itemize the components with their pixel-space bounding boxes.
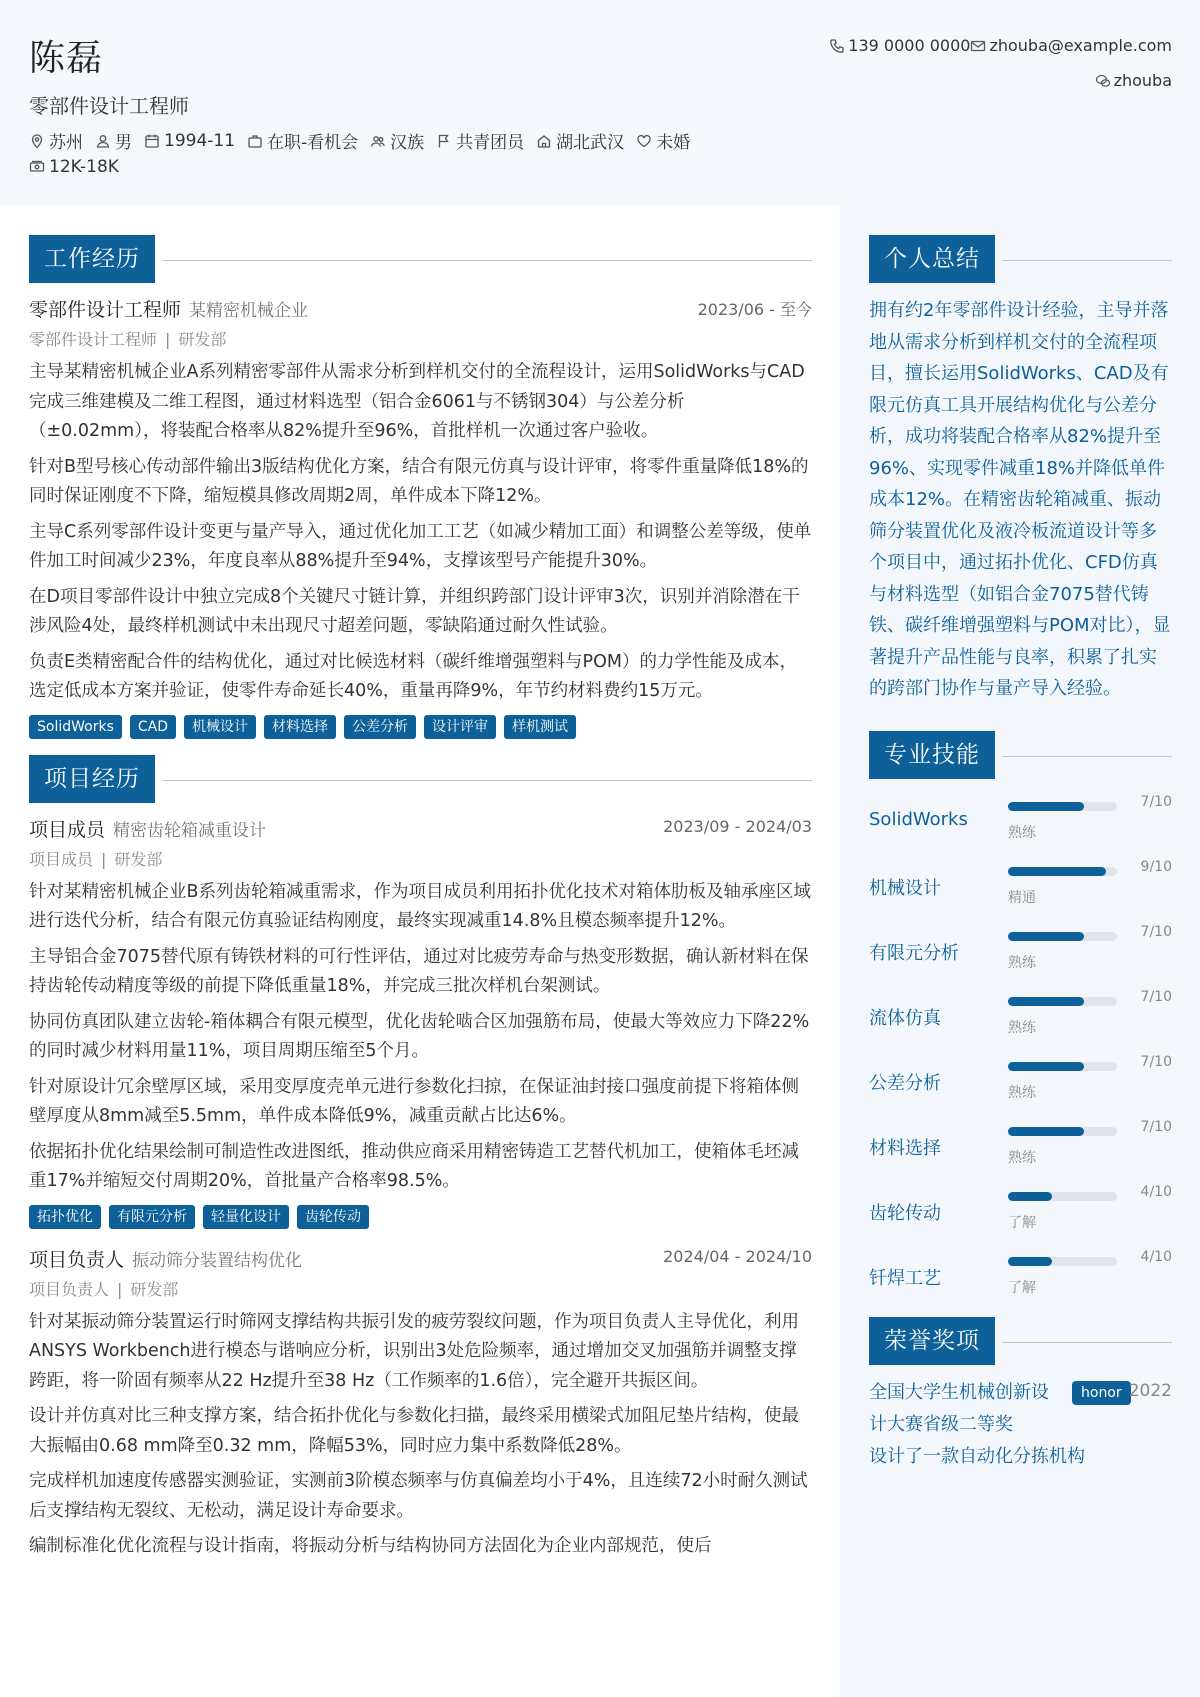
- money-icon: [29, 159, 45, 175]
- skill-level: 熟练: [1008, 1019, 1036, 1036]
- entry-paragraph: 协同仿真团队建立齿轮-箱体耦合有限元模型，优化齿轮啮合区加强筋布局，使最大等效应力下降22%的同时减少材料用量11%，项目周期压缩至5个月。: [29, 1011, 810, 1061]
- skill-score: 7/10: [1140, 793, 1172, 810]
- skill-bar: [1008, 1192, 1117, 1201]
- home-icon: [536, 133, 552, 149]
- info-salary: 12K-18K: [29, 157, 119, 177]
- skill-bar-fill: [1008, 1257, 1052, 1266]
- entry-org: 精密齿轮箱减重设计: [113, 820, 267, 841]
- resume-header: [0, 0, 1200, 205]
- skill-bar: [1008, 867, 1117, 876]
- sidebar-column: [869, 235, 1172, 1473]
- contact-wechat-row: [1095, 71, 1172, 90]
- skill-level: 熟练: [1008, 954, 1036, 971]
- skill-score: 9/10: [1140, 858, 1172, 875]
- wechat-icon: [1095, 73, 1110, 88]
- entry-paragraph: 完成样机加速度传感器实测验证，实测前3阶模态频率与仿真偏差均小于4%，且连续72小时耐久测试后支撑结构无裂纹、无松动，满足设计寿命要求。: [29, 1471, 808, 1521]
- personal-info-row: [29, 128, 702, 153]
- salary-row: [29, 157, 131, 177]
- entry-paragraph: 针对原设计冗余壁厚区域，采用变厚度壳单元进行参数化扫掠，在保证油封接口强度前提下将箱体侧壁厚度从8mm减至5.5mm，单件成本降低9%，减重贡献占比达6%。: [29, 1076, 799, 1126]
- award-tag: honor: [1072, 1381, 1131, 1405]
- section-divider: [162, 780, 812, 781]
- skill-name: 材料选择: [869, 1137, 941, 1159]
- skill-bar-fill: [1008, 932, 1084, 941]
- entry-paragraph: 编制标准化优化流程与设计指南，将振动分析与结构协同方法固化为企业内部规范，使后: [29, 1536, 712, 1556]
- entry-sub: 项目负责人 | 研发部: [29, 1279, 179, 1299]
- awards-section-header: [869, 1317, 1172, 1365]
- work-entry: [29, 295, 812, 739]
- skill-item: [869, 1116, 1172, 1181]
- entry-role: 零部件设计工程师: [29, 299, 182, 321]
- skill-name: 流体仿真: [869, 1007, 941, 1029]
- summary-section-title: 个人总结: [869, 235, 995, 283]
- contact-wechat[interactable]: zhouba: [1095, 71, 1172, 90]
- projects-section-header: [29, 755, 812, 803]
- skill-tag: 拓扑优化: [29, 1205, 101, 1229]
- skill-bar-fill: [1008, 867, 1106, 876]
- skill-bar: [1008, 997, 1117, 1006]
- entry-header: [29, 1245, 812, 1273]
- skill-bar: [1008, 1257, 1117, 1266]
- skill-item: [869, 1246, 1172, 1311]
- skill-bar-fill: [1008, 1192, 1052, 1201]
- skill-score: 7/10: [1140, 923, 1172, 940]
- skill-item: [869, 986, 1172, 1051]
- skills-list: [869, 791, 1172, 1311]
- skill-bar: [1008, 1062, 1117, 1071]
- main-column: [29, 235, 812, 1568]
- info-birth: 1994-11: [144, 131, 235, 151]
- location-icon: [29, 133, 45, 149]
- skill-level: 了解: [1008, 1279, 1036, 1296]
- skill-item: [869, 856, 1172, 921]
- info-political: 共青团员: [436, 128, 524, 153]
- skill-level: 熟练: [1008, 1084, 1036, 1101]
- skill-score: 7/10: [1140, 1053, 1172, 1070]
- skill-tag: 设计评审: [424, 715, 496, 739]
- project-entry: [29, 815, 812, 1229]
- entry-sub: 零部件设计工程师 | 研发部: [29, 330, 227, 349]
- entry-paragraph: 在D项目零部件设计中独立完成8个关键尺寸链计算，并组织跨部门设计评审3次，识别并消除潜在干涉风险4处，最终样机测试中未出现尺寸超差问题，零缺陷通过耐久性试验。: [29, 586, 800, 636]
- section-divider: [1002, 260, 1172, 261]
- skill-item: [869, 1181, 1172, 1246]
- flag-icon: [436, 133, 452, 149]
- entry-date: 2023/06 - 至今: [697, 300, 812, 319]
- ethnicity-icon: [370, 133, 386, 149]
- skill-bar-fill: [1008, 997, 1084, 1006]
- skills-section-title: 专业技能: [869, 731, 995, 779]
- entry-tags: [29, 1205, 812, 1229]
- skill-tag: 材料选择: [264, 715, 336, 739]
- skill-score: 7/10: [1140, 1118, 1172, 1135]
- info-location: 苏州: [29, 128, 83, 153]
- skill-level: 精通: [1008, 889, 1036, 906]
- award-name: 全国大学生机械创新设计大赛省级二等奖: [869, 1381, 1049, 1435]
- contact-phone[interactable]: 139 0000 0000: [829, 36, 970, 55]
- entry-paragraph: 主导C系列零部件设计变更与量产导入，通过优化加工工艺（如减少精加工面）和调整公差等级，使单件加工时间减少23%，年度良率从88%提升至94%，支撑该型号产能提升30%。: [29, 521, 812, 571]
- summary-text: 拥有约2年零部件设计经验，主导并落地从需求分析到样机交付的全流程项目，擅长运用SolidWorks、CAD及有限元仿真工具开展结构优化与公差分析，成功将装配合格率从82%提升至96%、实现零件减重18%并降低单件成本12%。在精密齿轮箱减重、振动筛分装置优化及液冷板流道设计等多个项目中，通过拓扑优化、CFD仿真与材料选型（如铝合金7075替代铸铁、碳纤维增强塑料与POM对比），显著提升产品性能与良率，积累了扎实的跨部门协作与量产导入经验。: [869, 300, 1171, 699]
- skill-tag: 公差分析: [344, 715, 416, 739]
- awards-section-title: 荣誉奖项: [869, 1317, 995, 1365]
- award-description: 设计了一款自动化分拣机构: [869, 1445, 1085, 1467]
- skill-bar: [1008, 802, 1117, 811]
- info-ethnicity: 汉族: [370, 128, 424, 153]
- entry-paragraph: 负责E类精密配合件的结构优化，通过对比候选材料（碳纤维增强塑料与POM）的力学性能及成本，选定低成本方案并验证，使零件寿命延长40%，重量再降9%，年节约材料费约15万元。: [29, 651, 797, 701]
- project-entry: [29, 1245, 812, 1562]
- candidate-name: 陈磊: [29, 38, 104, 79]
- skill-item: [869, 921, 1172, 986]
- skill-name: 有限元分析: [869, 942, 959, 964]
- section-divider: [1002, 1342, 1172, 1343]
- skill-score: 7/10: [1140, 988, 1172, 1005]
- mail-icon: [970, 38, 985, 53]
- skill-level: 了解: [1008, 1214, 1036, 1231]
- entry-header: [29, 295, 812, 323]
- section-divider: [162, 260, 812, 261]
- skill-bar-fill: [1008, 802, 1084, 811]
- skill-level: 熟练: [1008, 1149, 1036, 1166]
- entry-header: [29, 815, 812, 843]
- entry-paragraph: 设计并仿真对比三种支撑方案，结合拓扑优化与参数化扫描，最终采用横梁式加阻尼垫片结构，使最大振幅由0.68 mm降至0.32 mm，降幅53%，同时应力集中系数降低28%。: [29, 1406, 799, 1456]
- gender-icon: [95, 133, 111, 149]
- info-status: 在职-看机会: [247, 128, 358, 153]
- phone-icon: [829, 38, 844, 53]
- summary-section-header: [869, 235, 1172, 283]
- entry-paragraph: 主导铝合金7075替代原有铸铁材料的可行性评估，通过对比疲劳寿命与热变形数据，确认新材料在保持齿轮传动精度等级的前提下降低重量18%，并完成三批次样机台架测试。: [29, 946, 809, 996]
- skill-bar-fill: [1008, 1127, 1084, 1136]
- entry-org: 振动筛分装置结构优化: [132, 1250, 303, 1271]
- entry-date: 2024/04 - 2024/10: [663, 1246, 812, 1266]
- section-divider: [1002, 756, 1172, 757]
- skill-tag: 样机测试: [504, 715, 576, 739]
- skill-tag: SolidWorks: [29, 715, 122, 739]
- entry-sub: 项目成员 | 研发部: [29, 849, 163, 869]
- info-hometown: 湖北武汉: [536, 128, 624, 153]
- contact-email[interactable]: zhouba@example.com: [970, 36, 1172, 55]
- award-year: 2022: [1128, 1380, 1172, 1401]
- entry-paragraph: 主导某精密机械企业A系列精密零部件从需求分析到样机交付的全流程设计，运用SolidWorks与CAD完成三维建模及二维工程图，通过材料选型（铝合金6061与不锈钢304）与公差分析（±0.02mm），将装配合格率从82%提升至96%，首批样机一次通过客户验收。: [29, 362, 805, 441]
- award-item: [869, 1377, 1172, 1473]
- skill-name: 钎焊工艺: [869, 1267, 941, 1289]
- skill-level: 熟练: [1008, 824, 1036, 841]
- heart-icon: [636, 133, 652, 149]
- skill-score: 4/10: [1140, 1183, 1172, 1200]
- entry-date: 2023/09 - 2024/03: [663, 816, 812, 836]
- skill-item: [869, 791, 1172, 856]
- entry-paragraph: 针对B型号核心传动部件输出3版结构优化方案，结合有限元仿真与设计评审，将零件重量降低18%的同时保证刚度不下降，缩短模具修改周期2周，单件成本下降12%。: [29, 456, 809, 506]
- entry-role: 项目负责人: [29, 1248, 125, 1271]
- skill-name: 公差分析: [869, 1072, 941, 1094]
- entry-paragraph: 依据拓扑优化结果绘制可制造性改进图纸，推动供应商采用精密铸造工艺替代机加工，使箱体毛坯减重17%并缩短交付周期20%，首批量产合格率98.5%。: [29, 1141, 799, 1191]
- skill-name: 齿轮传动: [869, 1202, 941, 1224]
- candidate-job-title: 零部件设计工程师: [29, 94, 189, 118]
- skill-name: 机械设计: [869, 877, 941, 899]
- skill-score: 4/10: [1140, 1248, 1172, 1265]
- work-section-title: 工作经历: [29, 235, 155, 283]
- skill-bar: [1008, 932, 1117, 941]
- entry-paragraph: 针对某振动筛分装置运行时筛网支撑结构共振引发的疲劳裂纹问题，作为项目负责人主导优化，利用ANSYS Workbench进行模态与谐响应分析，识别出3处危险频率，通过增加交叉加强筋并调整支撑跨距，将一阶固有频率从22 Hz提升至38 Hz（工作频率的1.6倍），完全避开共振区间。: [29, 1311, 799, 1391]
- contact-row: [829, 36, 1172, 55]
- skill-bar-fill: [1008, 1062, 1084, 1071]
- skill-tag: 有限元分析: [109, 1205, 195, 1229]
- briefcase-icon: [247, 133, 263, 149]
- skill-bar: [1008, 1127, 1117, 1136]
- skills-section-header: [869, 731, 1172, 779]
- skill-item: [869, 1051, 1172, 1116]
- skill-tag: 机械设计: [184, 715, 256, 739]
- entry-role: 项目成员: [29, 818, 106, 841]
- skill-tag: CAD: [130, 715, 176, 739]
- skill-name: SolidWorks: [869, 808, 968, 830]
- work-section-header: [29, 235, 812, 283]
- skill-tag: 轻量化设计: [203, 1205, 289, 1229]
- info-gender: 男: [95, 128, 132, 153]
- calendar-icon: [144, 133, 160, 149]
- entry-org: 某精密机械企业: [189, 301, 309, 321]
- projects-section-title: 项目经历: [29, 755, 155, 803]
- entry-tags: [29, 715, 812, 739]
- info-marital: 未婚: [636, 128, 690, 153]
- skill-tag: 齿轮传动: [297, 1205, 369, 1229]
- entry-paragraph: 针对某精密机械企业B系列齿轮箱减重需求，作为项目成员利用拓扑优化技术对箱体肋板及轴承座区域进行迭代分析，结合有限元仿真验证结构刚度，最终实现减重14.8%且模态频率提升12%。: [29, 881, 812, 931]
